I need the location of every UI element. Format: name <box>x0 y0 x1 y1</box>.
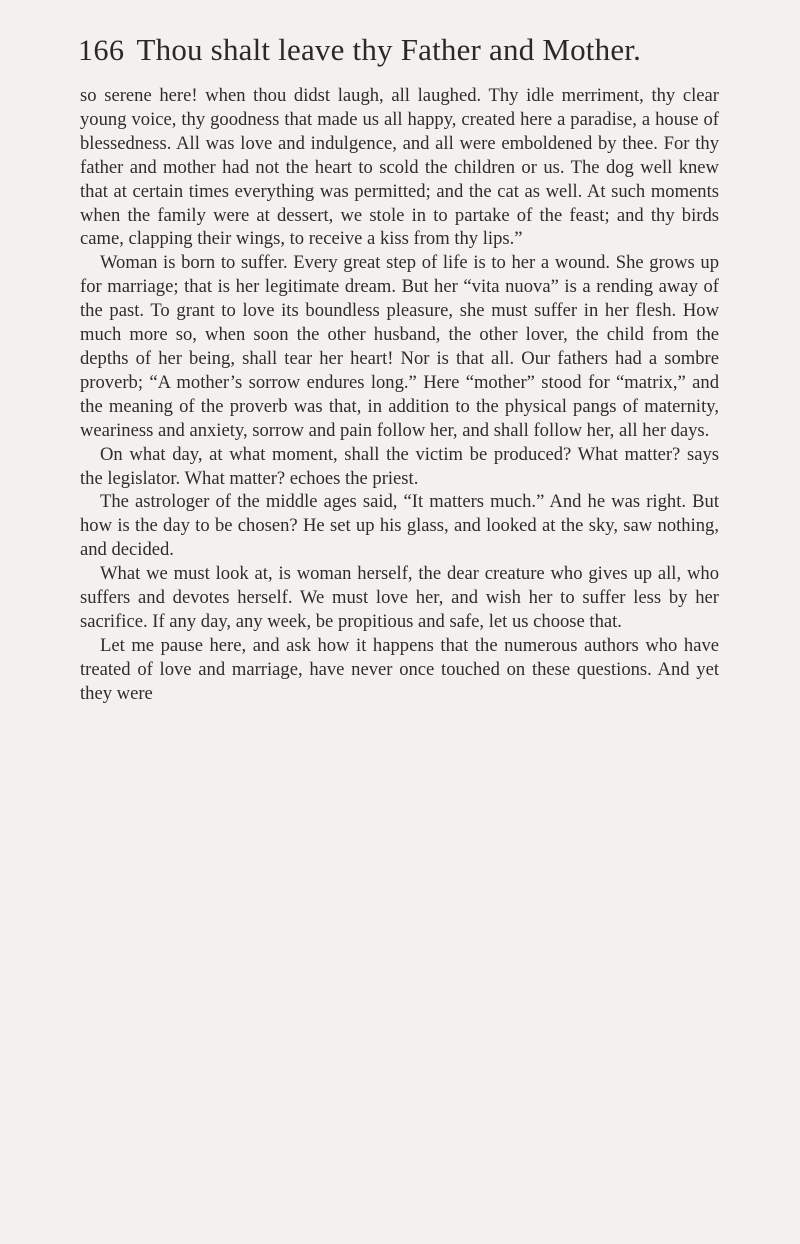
paragraph: What we must look at, is woman herself, the dear creature who gives up all, who suffers and devotes herself. We must love her, and wish her to suffer less by her sacrifice. If any day, any week, be propitious and safe, let us choose that. <box>80 563 719 632</box>
paragraph: On what day, at what moment, shall the victim be produced? What matter? says the legislator. What matter? echoes the priest. <box>80 443 719 489</box>
paragraph: Woman is born to suffer. Every great step of life is to her a wound. She grows up for marriage; that is her legitimate dream. But her “vita nuova” is a rending away of the past. To grant to love its boundless pleasure, she must suffer in her flesh. How much more so, when soon the other husband, the other lover, the child from the depths of her being, shall tear her heart! Nor is that all. Our fathers had a sombre proverb; “A mother’s sorrow endures long.” Here “mother” stood for “matrix,” and the meaning of the proverb was that, in addition to the physical pangs of maternity, weariness and anxiety, sorrow and pain follow her, and shall follow her, all her days. <box>80 252 719 441</box>
paragraph: so serene here! when thou didst laugh, all laughed. Thy idle merriment, thy clear young voice, thy goodness that made us all happy, created here a paradise, a house of blessedness. All was love and indulgence, and all were emboldened by thee. For thy father and mother had not the heart to scold the children or us. The dog well knew that at certain times everything was permitted; and the cat as well. At such moments when the family were at dessert, we stole in to partake of the feast; and thy birds came, clapping their wings, to receive a kiss from thy lips.” <box>80 85 719 250</box>
paragraph: Let me pause here, and ask how it happens that the numerous authors who have treated of love and marriage, have never once touched on these questions. And yet they were <box>80 634 719 704</box>
running-title: Thou shalt leave thy Father and Mother. <box>136 32 642 67</box>
paragraph: The astrologer of the middle ages said, “It matters much.” And he was right. But how is the day to be chosen? He set up his glass, and looked at the sky, saw nothing, and decided. <box>80 491 719 561</box>
page-number: 166 <box>78 34 125 67</box>
body-text <box>80 84 719 706</box>
page-header <box>78 32 718 72</box>
